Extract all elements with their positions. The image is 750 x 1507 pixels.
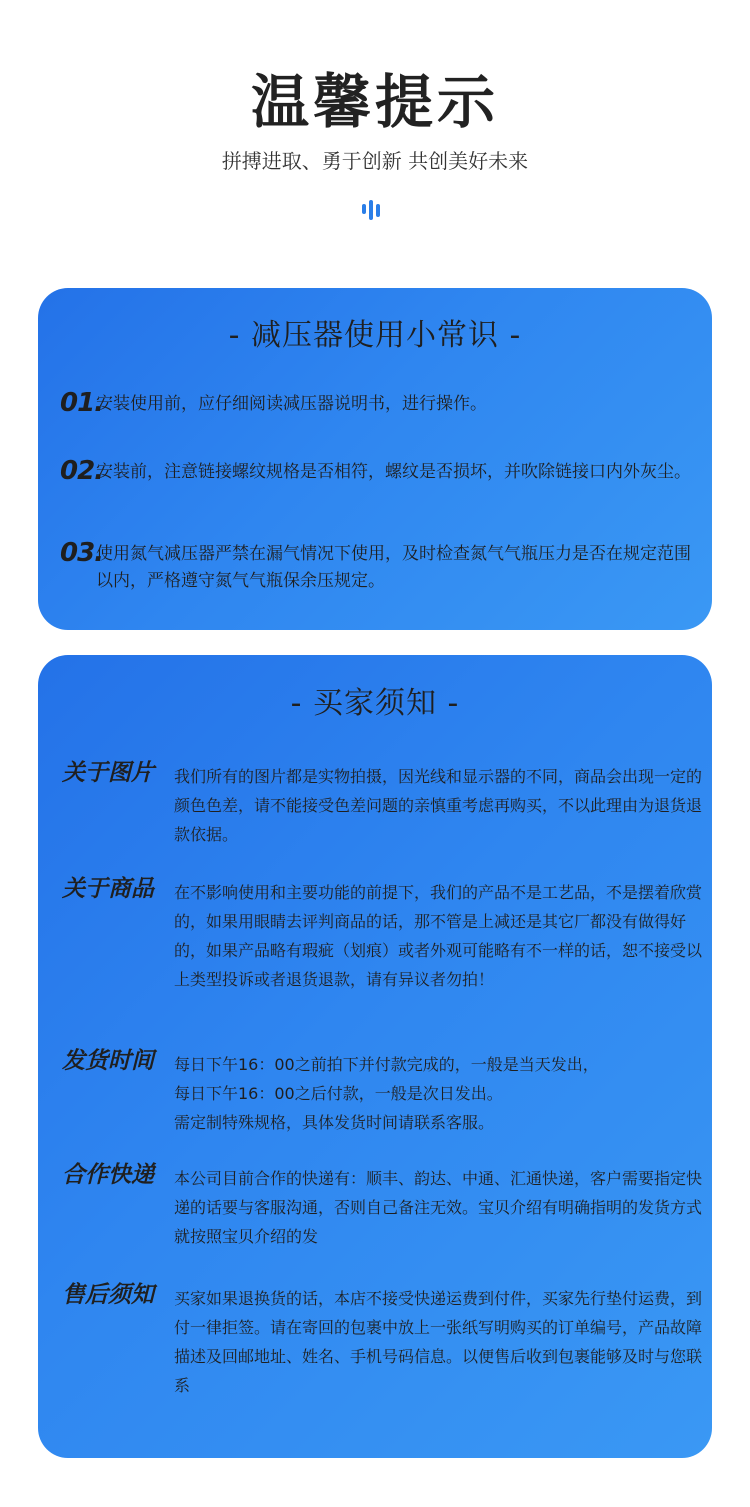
tip-number: 01. (60, 388, 104, 418)
page-subtitle: 拼搏进取、勇于创新 共创美好未来 (221, 149, 529, 173)
tip-number: 03. (60, 538, 104, 568)
notice-label: 发货时间 (62, 1048, 154, 1074)
tip-text: 安装前，注意链接螺纹规格是否相符，螺纹是否损坏，并吹除链接口内外灰尘。 (96, 462, 691, 482)
notice-text: 我们所有的图片都是实物拍摄，因光线和显示器的不同，商品会出现一定的颜色色差，请不能接受色差问题的亲慎重考虑再购买，不以此理由为退货退款依据。 (174, 767, 703, 844)
buyer-notice-card-title: - 买家须知 - (290, 686, 460, 721)
notice-label: 售后须知 (62, 1282, 154, 1308)
tip-text: 使用氮气减压器严禁在漏气情况下使用，及时检查氮气气瓶压力是否在规定范围以内，严格遵守氮气气瓶保余压规定。 (96, 544, 691, 591)
notice-label: 关于图片 (62, 760, 154, 786)
tips-card-title: - 减压器使用小常识 - (228, 318, 522, 353)
decorative-bars-icon (360, 200, 390, 224)
notice-text: 每日下午16：00之前拍下并付款完成的，一般是当天发出， 每日下午16：00之后付款，一般是次日发出。 需定制特殊规格，具体发货时间请联系客服。 (174, 1055, 599, 1132)
notice-label: 关于商品 (62, 876, 154, 902)
tip-number: 02. (60, 456, 104, 486)
header (0, 0, 750, 260)
notice-label: 合作快递 (62, 1162, 154, 1188)
page-title: 温馨提示 (250, 68, 499, 136)
notice-text: 在不影响使用和主要功能的前提下，我们的产品不是工艺品，不是摆着欣赏的，如果用眼睛去评判商品的话，那不管是上减还是其它厂都没有做得好的，如果产品略有瑕疵（划痕）或者外观可能略有不一样的话，恕不接受以上类型投诉或者退货退款，请有异议者勿拍！ (174, 883, 703, 989)
notice-text: 买家如果退换货的话，本店不接受快递运费到付件，买家先行垫付运费，到付一律拒签。请在寄回的包裹中放上一张纸写明购买的订单编号，产品故障描述及回邮地址、姓名、手机号码信息。以便售后收到包裹能够及时与您联系 (174, 1289, 703, 1395)
notice-text: 本公司目前合作的快递有：顺丰、韵达、中通、汇通快递，客户需要指定快递的话要与客服沟通，否则自己备注无效。宝贝介绍有明确指明的发货方式就按照宝贝介绍的发 (174, 1169, 703, 1246)
tip-text: 安装使用前，应仔细阅读减压器说明书，进行操作。 (96, 394, 487, 414)
